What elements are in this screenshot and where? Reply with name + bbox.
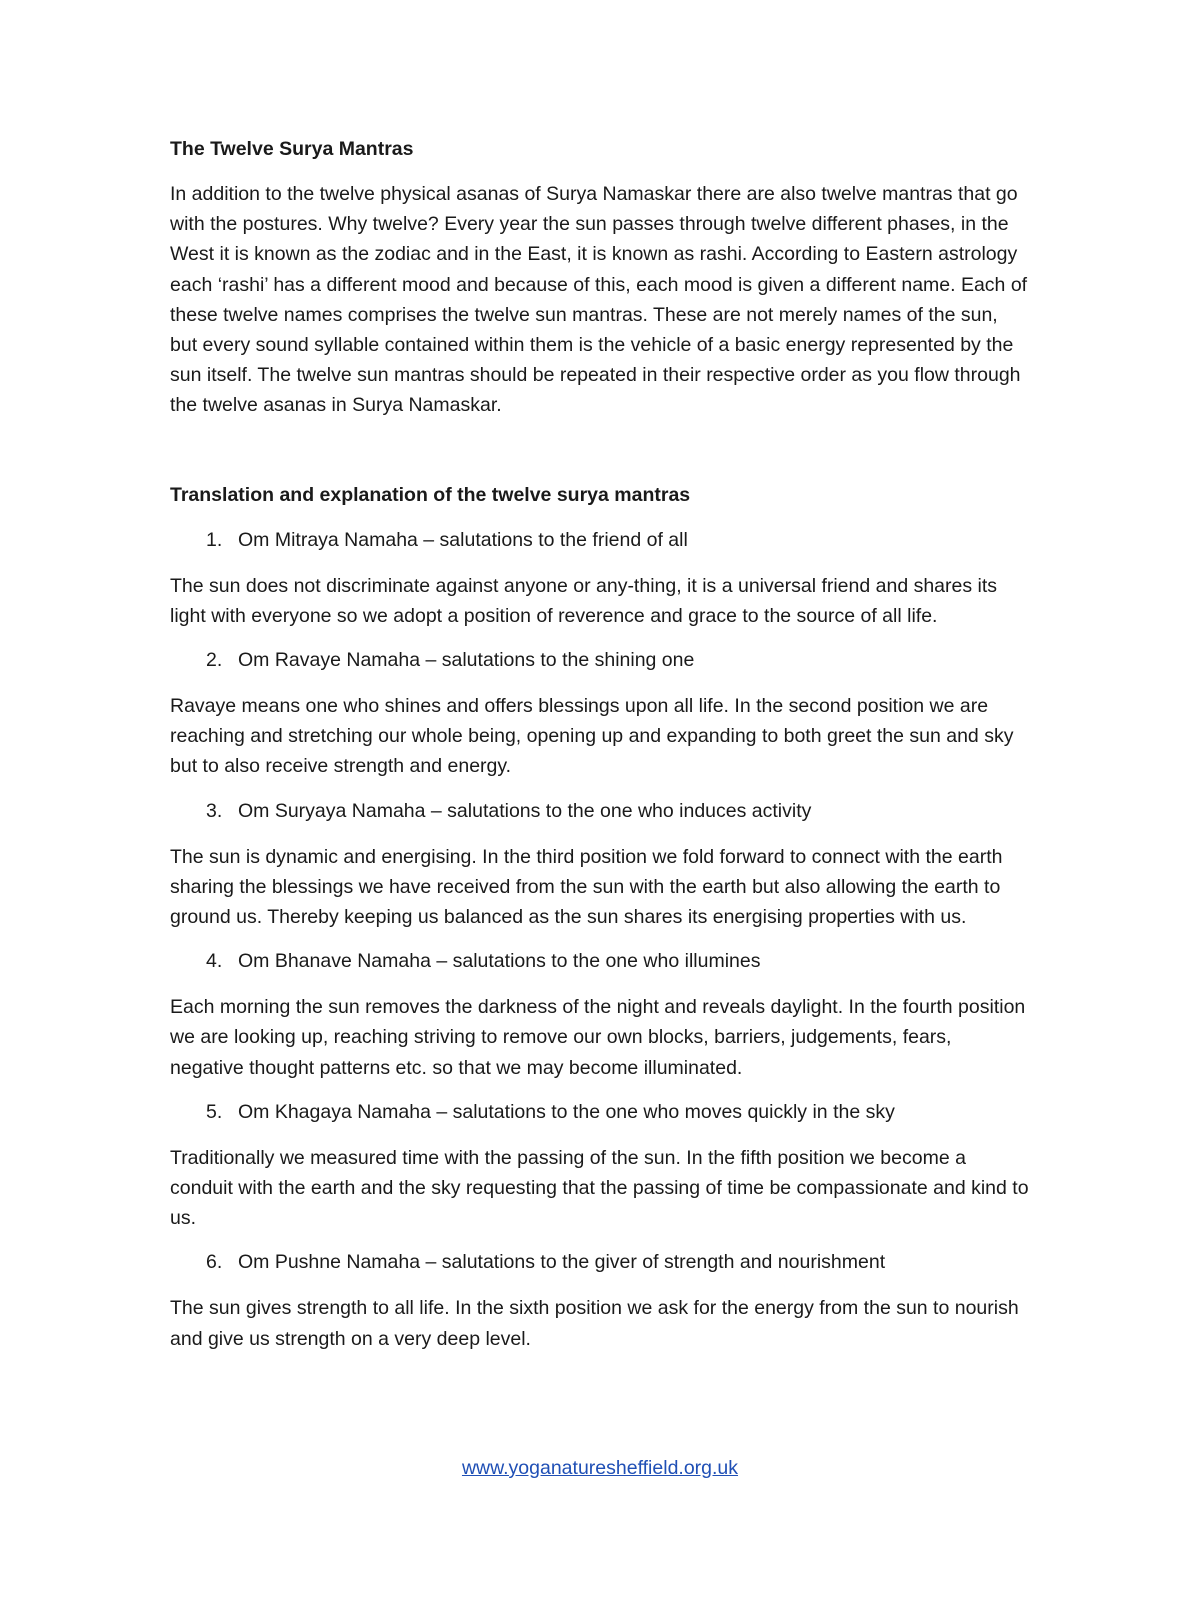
mantra-item-1 <box>170 525 1030 555</box>
mantra-list <box>170 525 1030 1354</box>
mantra-description-6: The sun gives strength to all life. In the sixth position we ask for the energy from the sun to nourish and give us strength on a very deep level. <box>170 1297 1019 1350</box>
mantra-description-3: The sun is dynamic and energising. In the third position we fold forward to connect with the earth sharing the blessings we have received from the sun with the earth but also allowing the earth to ground us. Thereby keeping us balanced as the sun shares its energising properties with us. <box>170 845 1003 929</box>
mantra-number: 5. <box>206 1100 223 1123</box>
mantra-number: 3. <box>206 799 223 822</box>
mantra-description-2: Ravaye means one who shines and offers blessings upon all life. In the second position we are reaching and stretching our whole being, opening up and expanding to both greet the sun and sky but to also receive strength and energy. <box>170 695 1014 778</box>
mantra-item-5 <box>170 1097 1030 1127</box>
mantra-text: Om Khagaya Namaha – salutations to the one who moves quickly in the sky <box>238 1100 895 1123</box>
document-page <box>170 136 1030 1368</box>
mantra-text: Om Ravaye Namaha – salutations to the shining one <box>238 649 695 672</box>
mantra-text: Om Mitraya Namaha – salutations to the friend of all <box>238 528 688 551</box>
mantra-description-5: Traditionally we measured time with the passing of the sun. In the fifth position we become a conduit with the earth and the sky requesting that the passing of time be compassionate and kind to us. <box>170 1146 1029 1230</box>
mantra-number: 1. <box>206 528 223 551</box>
mantra-number: 4. <box>206 950 223 973</box>
mantra-number: 6. <box>206 1251 223 1274</box>
intro-paragraph: In addition to the twelve physical asanas of Surya Namaskar there are also twelve mantras that go with the postures. Why twelve? Every year the sun passes through twelve different phases, in the West it is known as the zodiac and in the East, it is known as rashi. According to Eastern astrology each ‘rashi’ has a different mood and because of this, each mood is given a different name. Each of these twelve names comprises the twelve sun mantras. These are not merely names of the sun, but every sound syllable contained within them is the vehicle of a basic energy represented by the sun itself. The twelve sun mantras should be repeated in their respective order as you flow through the twelve asanas in Surya Namaskar. <box>170 183 1028 417</box>
mantra-item-6 <box>170 1247 1030 1277</box>
mantra-text: Om Pushne Namaha – salutations to the giver of strength and nourishment <box>238 1251 886 1274</box>
page-title: The Twelve Surya Mantras <box>170 138 414 160</box>
mantra-item-3 <box>170 796 1030 826</box>
section-heading: Translation and explanation of the twelve surya mantras <box>170 483 691 506</box>
mantra-item-4 <box>170 946 1030 976</box>
page-footer <box>0 1455 1200 1481</box>
mantra-number: 2. <box>206 649 223 672</box>
website-link[interactable]: www.yoganaturesheffield.org.uk <box>461 1457 739 1479</box>
mantra-description-1: The sun does not discriminate against anyone or any-thing, it is a universal friend and shares its light with everyone so we adopt a position of reverence and grace to the source of all life. <box>170 574 998 627</box>
mantra-text: Om Suryaya Namaha – salutations to the one who induces activity <box>238 799 812 822</box>
mantra-description-4: Each morning the sun removes the darkness of the night and reveals daylight. In the fourth position we are looking up, reaching striving to remove our own blocks, barriers, judgements, fears, negative thought patterns etc. so that we may become illuminated. <box>170 996 1026 1079</box>
mantra-text: Om Bhanave Namaha – salutations to the one who illumines <box>238 950 761 973</box>
mantra-item-2 <box>170 645 1030 675</box>
